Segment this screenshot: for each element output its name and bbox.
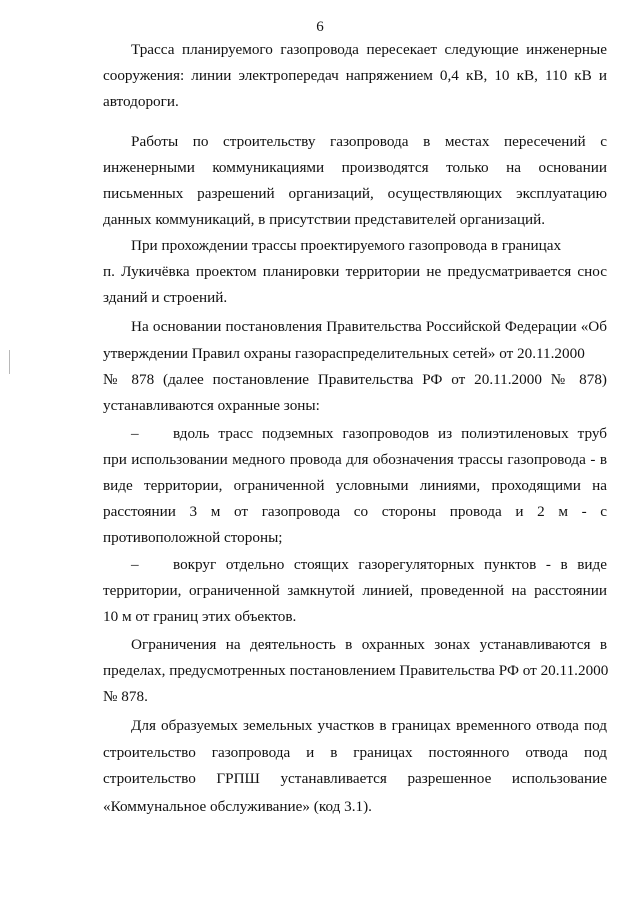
paragraph-line: № 878 (далее постановление Правительства РФ от 20.11.2000 № 878) xyxy=(103,371,607,388)
paragraph-line: «Коммунальное обслуживание» (код 3.1). xyxy=(103,798,372,815)
paragraph-line: На основании постановления Правительства Российской Федерации «Об xyxy=(131,318,607,335)
paragraph-line: строительство ГРПШ устанавливается разрешенное использование xyxy=(103,770,607,787)
paragraph-line: При прохождении трассы проектируемого газопровода в границах xyxy=(131,237,562,254)
list-item-line: территории, ограниченной замкнутой линией, проведенной на расстоянии xyxy=(103,582,607,599)
list-dash: – xyxy=(131,425,139,442)
paragraph-line: сооружения: линии электропередач напряжением 0,4 кВ, 10 кВ, 110 кВ и xyxy=(103,67,607,84)
list-dash: – xyxy=(131,556,139,573)
paragraph-line: строительство газопровода и в границах постоянного отвода под xyxy=(103,744,607,761)
paragraph-line: п. Лукичёвка проектом планировки территории не предусматривается снос xyxy=(103,263,607,280)
list-item-line: при использовании медного провода для обозначения трассы газопровода - в xyxy=(103,451,607,468)
paragraph-line: Ограничения на деятельность в охранных зонах устанавливаются в xyxy=(131,636,607,653)
paragraph-line: автодороги. xyxy=(103,93,179,110)
paragraph-line: Трасса планируемого газопровода пересекает следующие инженерные xyxy=(131,41,607,58)
list-item-line: вокруг отдельно стоящих газорегуляторных пунктов - в виде xyxy=(173,556,607,573)
paragraph-line: Для образуемых земельных участков в границах временного отвода под xyxy=(131,717,607,734)
scan-margin-mark xyxy=(9,350,10,374)
paragraph-line: устанавливаются охранные зоны: xyxy=(103,397,320,414)
paragraph-line: зданий и строений. xyxy=(103,289,228,306)
paragraph-line: письменных разрешений организаций, осуществляющих эксплуатацию xyxy=(103,185,607,202)
list-item-line: расстоянии 3 м от газопровода со стороны провода и 2 м - с xyxy=(103,503,607,520)
list-item-line: противоположной стороны; xyxy=(103,529,283,546)
paragraph-line: № 878. xyxy=(103,688,148,705)
list-item-line: 10 м от границ этих объектов. xyxy=(103,608,297,625)
page-number: 6 xyxy=(316,19,324,35)
paragraph-line: данных коммуникаций, в присутствии представителей организаций. xyxy=(103,211,546,228)
paragraph-line: пределах, предусмотренных постановлением Правительства РФ от 20.11.2000 xyxy=(103,662,609,679)
paragraph-line: инженерными коммуникациями производятся только на основании xyxy=(103,159,607,176)
paragraph-line: Работы по строительству газопровода в местах пересечений с xyxy=(131,133,607,150)
paragraph-line: утверждении Правил охраны газораспределительных сетей» от 20.11.2000 xyxy=(103,345,585,362)
list-item-line: вдоль трасс подземных газопроводов из полиэтиленовых труб xyxy=(173,425,607,442)
list-item-line: виде территории, ограниченной условными линиями, проходящими на xyxy=(103,477,607,494)
